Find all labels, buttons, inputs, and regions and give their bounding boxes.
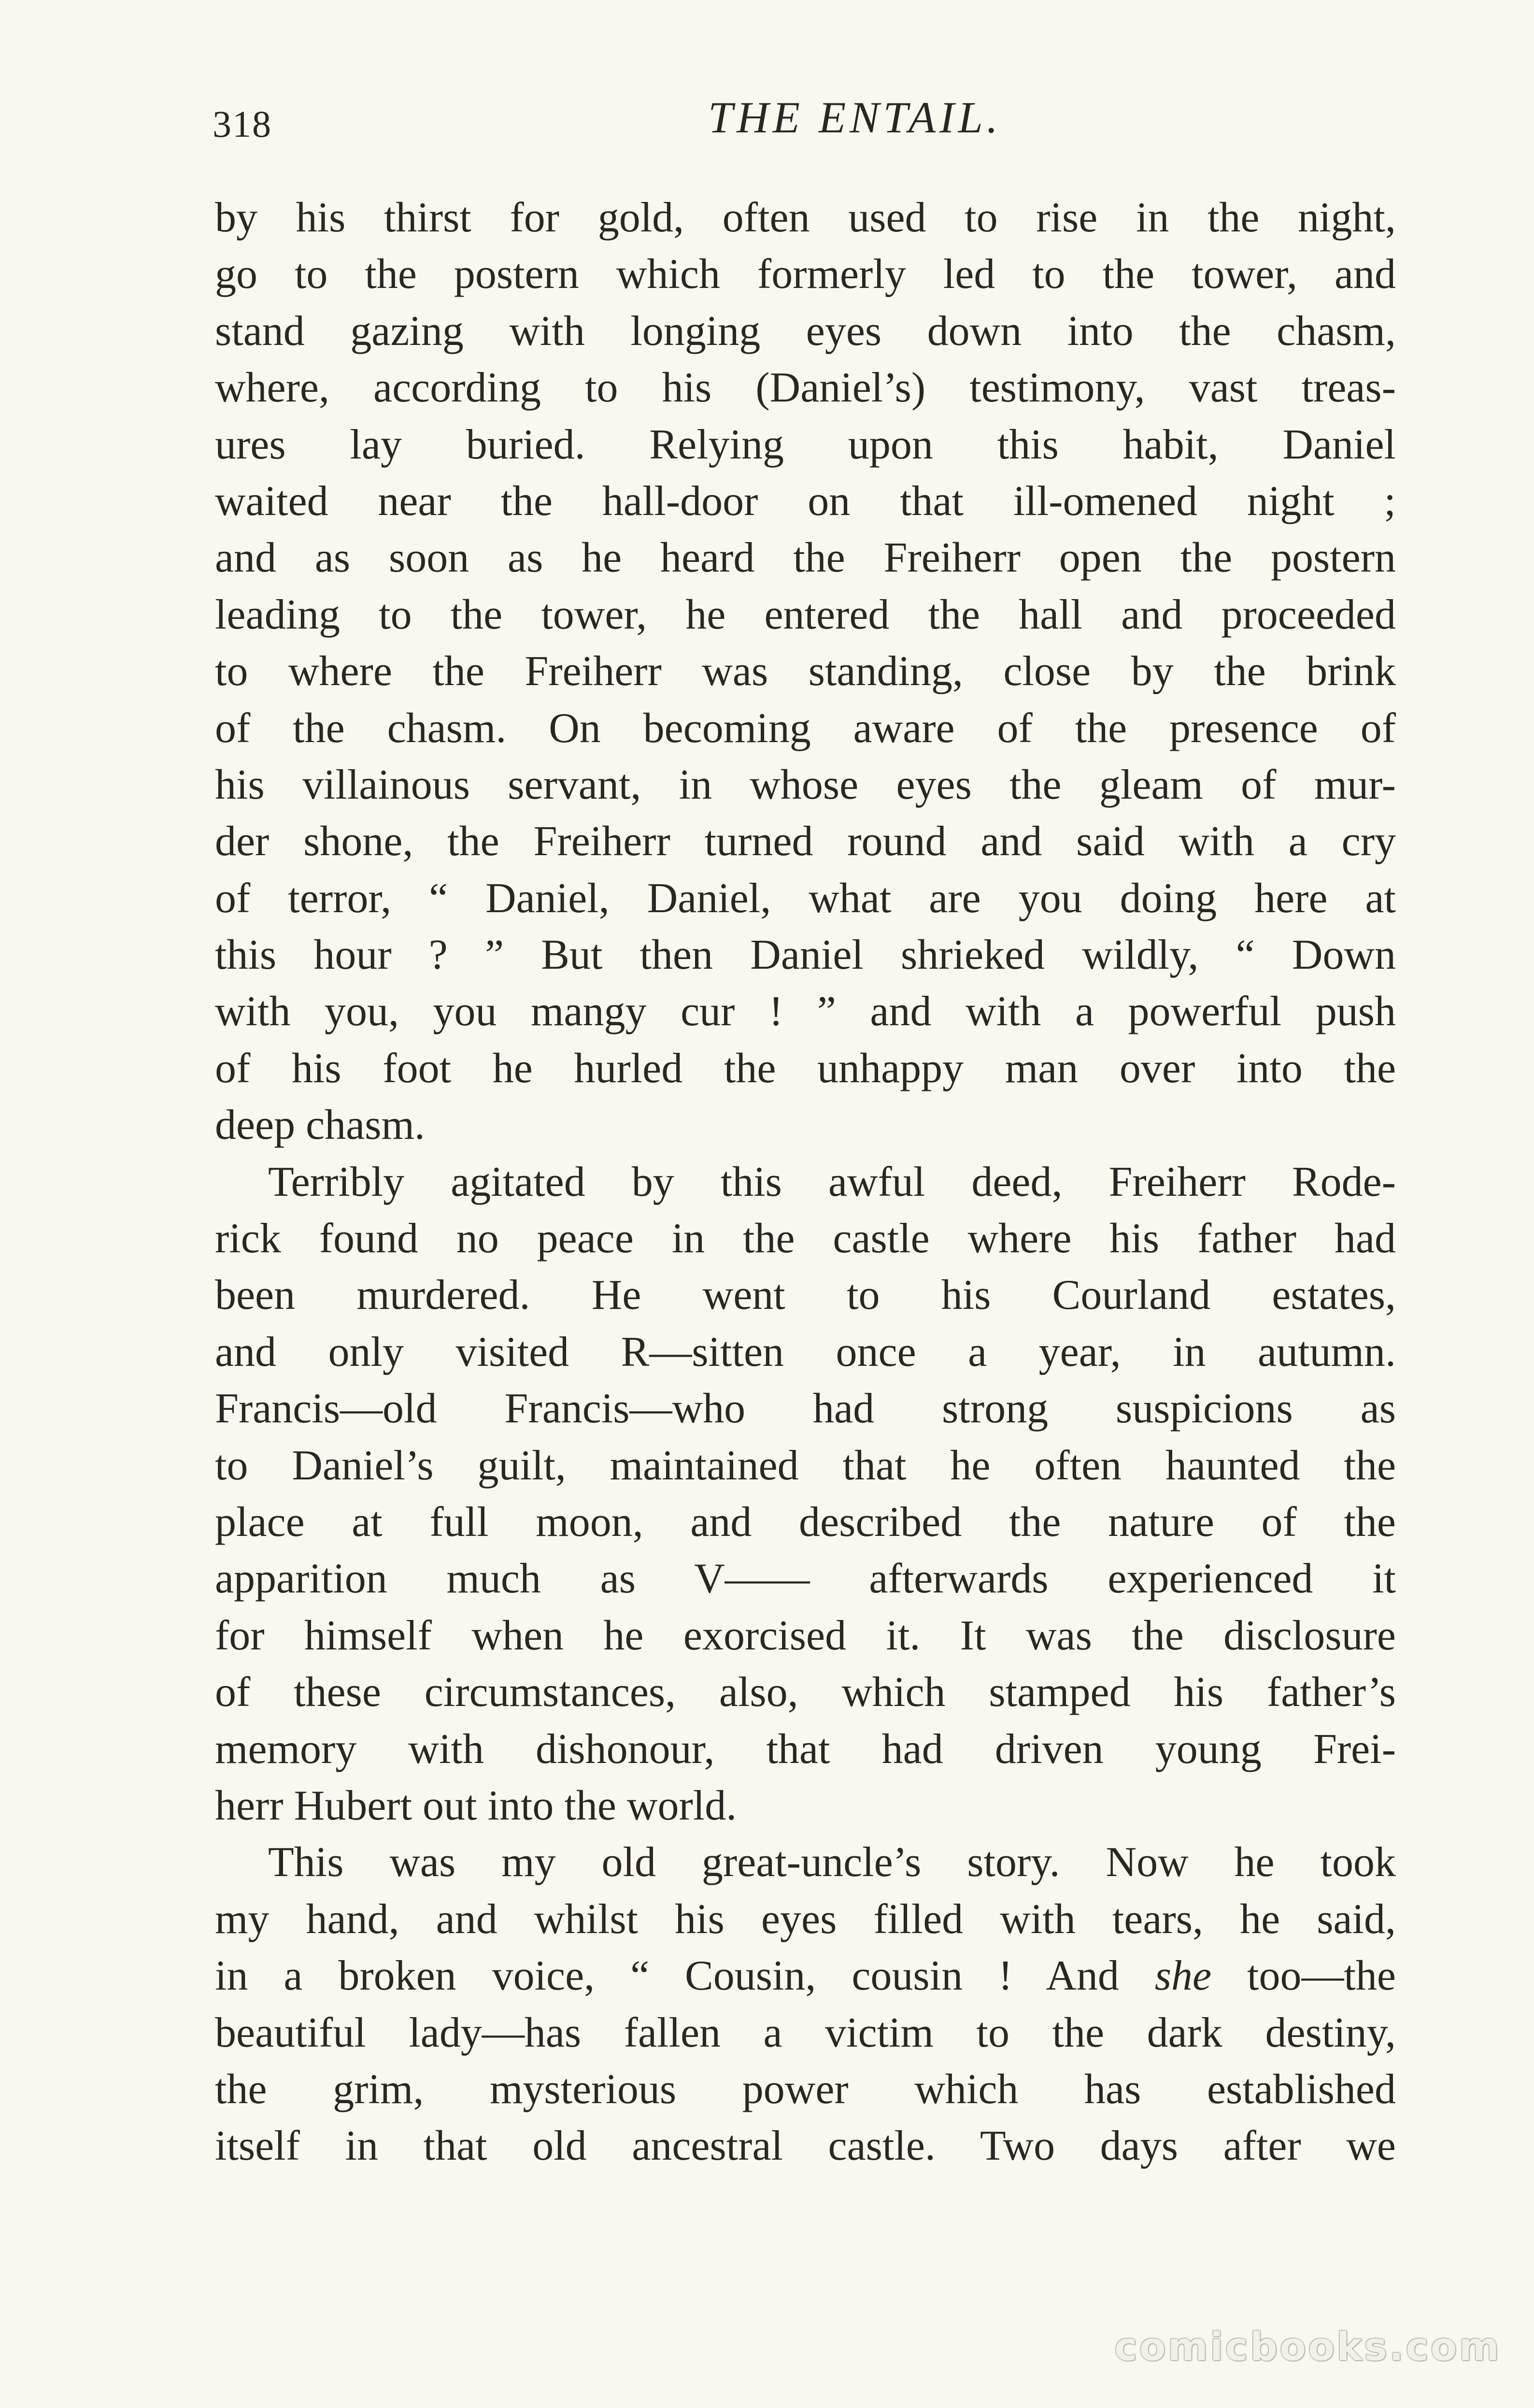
text-line: of his foot he hurled the unhappy man over into the <box>215 1045 1396 1092</box>
running-title: THE ENTAIL. <box>708 93 1002 142</box>
text-line: Terribly agitated by this awful deed, Freiherr Rode- <box>268 1158 1396 1205</box>
text-line: with you, you mangy cur ! ” and with a powerful push <box>215 988 1396 1035</box>
text-line: to Daniel’s guilt, maintained that he often haunted the <box>215 1442 1396 1489</box>
text-line: memory with dishonour, that had driven young Frei- <box>215 1725 1396 1773</box>
body-text <box>215 189 1396 2175</box>
text-line: to where the Freiherr was standing, close by the brink <box>215 648 1396 695</box>
text-line: of the chasm. On becoming aware of the presence of <box>215 704 1396 752</box>
text-line: leading to the tower, he entered the hall and proceeded <box>215 591 1396 638</box>
text-line: ures lay buried. Relying upon this habit, Daniel <box>215 421 1396 468</box>
text-line: of these circumstances, also, which stamped his father’s <box>215 1669 1396 1716</box>
text-line: my hand, and whilst his eyes filled with tears, he said, <box>215 1895 1396 1943</box>
text-line: place at full moon, and described the nature of the <box>215 1498 1396 1546</box>
text-line: by his thirst for gold, often used to rise in the night, <box>215 194 1396 241</box>
text-line: This was my old great-uncle’s story. Now he took <box>268 1839 1396 1886</box>
text-line: and as soon as he heard the Freiherr open the postern <box>215 534 1396 582</box>
text-line: rick found no peace in the castle where his father had <box>215 1215 1396 1262</box>
page-header <box>213 92 1406 155</box>
text-line: Francis—old Francis—who had strong suspicions as <box>215 1385 1396 1433</box>
text-line: of terror, “ Daniel, Daniel, what are you doing here at <box>215 874 1396 922</box>
text-line: this hour ? ” But then Daniel shrieked wildly, “ Down <box>215 932 1396 979</box>
text-line: herr Hubert out into the world. <box>215 1782 737 1829</box>
text-line: go to the postern which formerly led to the tower, and <box>215 251 1396 298</box>
text-line: for himself when he exorcised it. It was the disclosure <box>215 1612 1396 1659</box>
text-line: deep chasm. <box>215 1102 425 1149</box>
text-line: apparition much as V—— afterwards experienced it <box>215 1555 1396 1603</box>
text-line: beautiful lady—has fallen a victim to the dark destiny, <box>215 2009 1396 2056</box>
text-line: been murdered. He went to his Courland estates, <box>215 1272 1396 1319</box>
text-line: der shone, the Freiherr turned round and said with a cry <box>215 818 1396 865</box>
text-line: stand gazing with longing eyes down into the chasm, <box>215 307 1396 355</box>
emphasis: she <box>1154 1952 1212 2000</box>
text-line: in a broken voice, “ Cousin, cousin ! And she too—the <box>215 1952 1396 2000</box>
page-number: 318 <box>213 103 272 145</box>
text-line: and only visited R—sitten once a year, in autumn. <box>215 1328 1396 1376</box>
text-line: the grim, mysterious power which has established <box>215 2065 1396 2113</box>
text-line: itself in that old ancestral castle. Two days after we <box>215 2122 1396 2170</box>
text-line: where, according to his (Daniel’s) testimony, vast treas- <box>215 364 1396 412</box>
watermark: comicbooks.com <box>1114 2324 1501 2369</box>
text-line: waited near the hall-door on that ill-omened night ; <box>215 477 1396 525</box>
text-line: his villainous servant, in whose eyes the gleam of mur- <box>215 761 1396 808</box>
